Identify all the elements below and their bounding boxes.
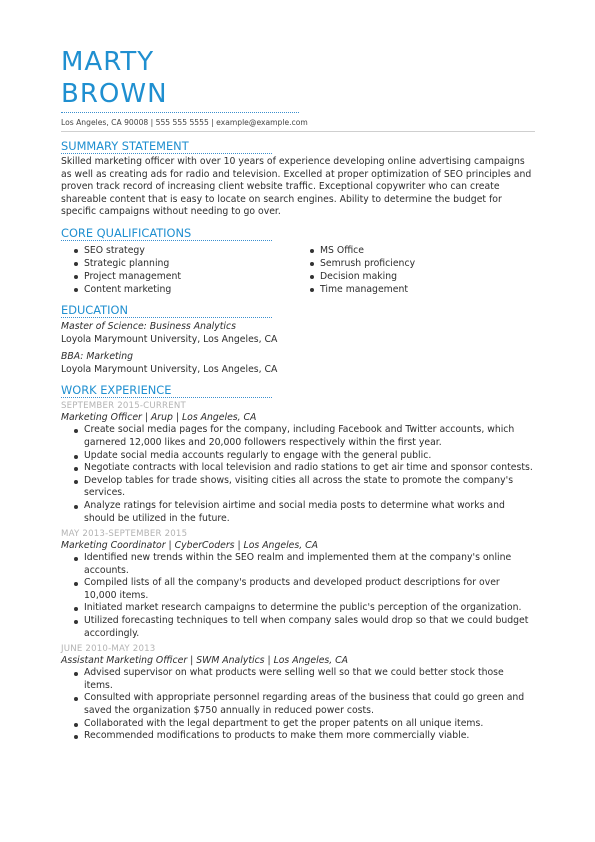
job-title: Assistant Marketing Officer | SWM Analytics | Los Angeles, CA (61, 655, 349, 667)
list-item: Time management (320, 283, 415, 296)
job-dates: MAY 2013-SEPTEMBER 2015 (61, 529, 188, 540)
name-heading (61, 46, 535, 110)
contact-text: Los Angeles, CA 90008 | 555 555 5555 | example@example.com (61, 118, 308, 127)
job-title: Marketing Officer | Arup | Los Angeles, CA (61, 412, 257, 424)
job-entry (61, 528, 535, 640)
job-dates: SEPTEMBER 2015-CURRENT (61, 401, 186, 412)
education-entry (61, 321, 535, 346)
list-item: Advised supervisor on what products were selling well so that we could better stock those items. (84, 667, 535, 692)
qualifications-title: CORE QUALIFICATIONS (61, 226, 272, 241)
list-item: Strategic planning (84, 257, 320, 270)
job-entry (61, 400, 535, 525)
name-divider (61, 112, 299, 113)
qualifications-list (61, 244, 535, 296)
list-item: SEO strategy (84, 244, 320, 257)
job-entry (61, 643, 535, 743)
degree: Master of Science: Business Analytics (61, 320, 236, 332)
school: Loyola Marymount University, Los Angeles, CA (61, 333, 278, 345)
list-item: Analyze ratings for television airtime and social media posts to determine what works and should be utilized in the future. (84, 500, 535, 525)
list-item: Content marketing (84, 283, 320, 296)
list-item: Recommended modifications to products to make them more commercially viable. (84, 730, 535, 743)
job-bullets (61, 552, 535, 640)
job-dates: JUNE 2010-MAY 2013 (61, 644, 156, 655)
summary-title: SUMMARY STATEMENT (61, 139, 272, 154)
list-item: Semrush proficiency (320, 257, 416, 269)
list-item: Develop tables for trade shows, visiting cities all across the state to promote the company's services. (84, 475, 535, 500)
list-item: Identified new trends within the SEO realm and implemented them at the company's online accounts. (84, 552, 535, 577)
first-name: MARTY (61, 47, 155, 77)
education-entry (61, 351, 535, 376)
job-bullets (61, 667, 535, 743)
last-name: BROWN (61, 79, 168, 109)
summary-text: Skilled marketing officer with over 10 years of experience developing online advertising campaigns as well as creating ads for radio and television. Excelled at proper optimization of SEO principles and proven track record of increasing client website traffic. Exceptional copywriter who can create shareable content that is easy to locate on search engines. Ability to determine the budget for specific campaigns without needing to go over. (61, 156, 532, 218)
experience-title: WORK EXPERIENCE (61, 383, 272, 398)
list-item: Compiled lists of all the company's products and developed product descriptions for over 10,000 items. (84, 577, 535, 602)
list-item: Negotiate contracts with local television and radio stations to get air time and sponsor contests. (84, 462, 535, 475)
list-item: Create social media pages for the company, including Facebook and Twitter accounts, which garnered 12,000 likes and 20,000 followers respectively within the first year. (84, 424, 535, 449)
degree: BBA: Marketing (61, 351, 134, 363)
list-item: Initiated market research campaigns to determine the public's perception of the organization. (84, 602, 535, 615)
qualifications-column-2 (320, 244, 415, 296)
job-title: Marketing Coordinator | CyberCoders | Los Angeles, CA (61, 540, 318, 552)
school: Loyola Marymount University, Los Angeles, CA (61, 363, 278, 375)
list-item: Project management (84, 270, 320, 283)
list-item: Decision making (320, 270, 415, 283)
qualifications-column-1 (61, 244, 320, 296)
list-item: Utilized forecasting techniques to tell when company sales would drop so that we could budget accordingly. (84, 615, 535, 640)
contact-line (61, 118, 535, 132)
list-item: Consulted with appropriate personnel regarding areas of the business that could go green and saved the organization $750 annually in reduced power costs. (84, 692, 535, 717)
list-item: MS Office (320, 244, 415, 257)
list-item: Collaborated with the legal department to get the proper patents on all unique items. (84, 718, 535, 731)
job-bullets (61, 424, 535, 525)
education-title: EDUCATION (61, 303, 272, 318)
list-item: Update social media accounts regularly to engage with the general public. (84, 450, 535, 463)
